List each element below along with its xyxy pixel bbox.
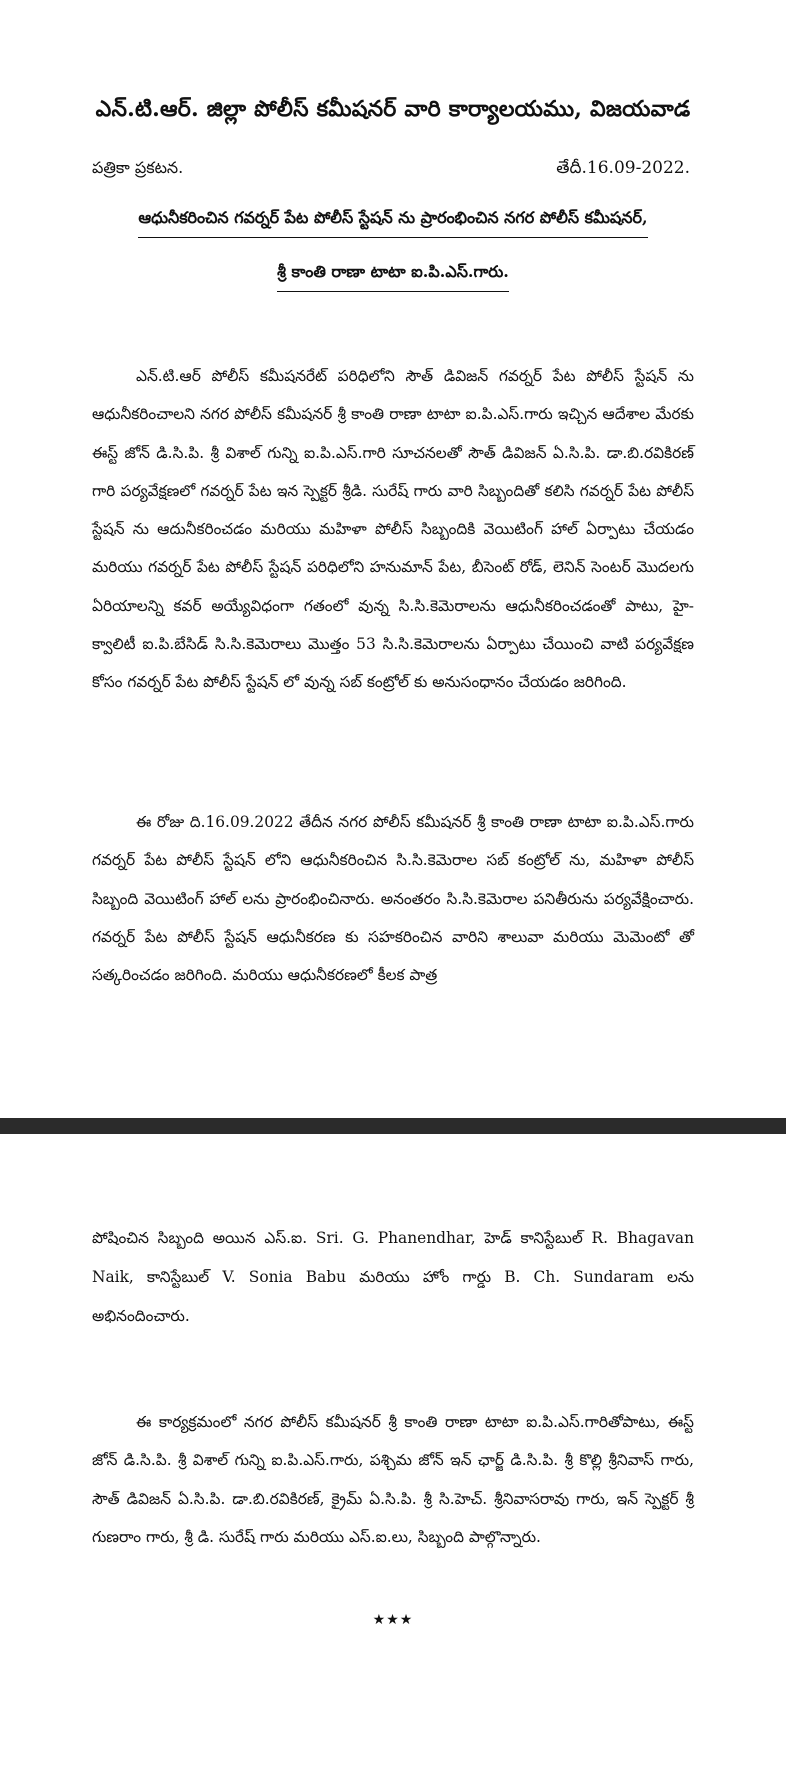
page-separator xyxy=(0,1118,786,1134)
subject-line-1 xyxy=(0,208,786,238)
office-title: ఎన్.టి.ఆర్. జిల్లా పోలీస్ కమీషనర్ వారి కార్యాలయము, విజయవాడ xyxy=(95,96,691,122)
subject-line-2-text: శ్రీ కాంతి రాణా టాటా ఐ.పి.ఎస్.గారు. xyxy=(277,262,509,292)
press-release-date: తేదీ.16.09-2022. xyxy=(556,158,690,178)
body-paragraph-4: ఈ కార్యక్రమంలో నగర పోలీస్ కమీషనర్ శ్రీ కాంతి రాణా టాటా ఐ.పి.ఎస్.గారితోపాటు, ఈస్ట్ జోన్ డి.సి.పి. శ్రీ విశాల్ గున్ని ఐ.పి.ఎస్.గారు, పశ్చిమ జోన్ ఇన్ ఛార్జ్ డి.సి.పి. శ్రీ కొల్లి శ్రీనివాస్ గారు, సౌత్ డివిజన్ ఏ.సి.పి. డా.బి.రవికిరణ్, క్రైమ్ ఏ.సి.పి. శ్రీ సి.హెచ్. శ్రీనివాసరావు గారు, ఇన్ స్పెక్టర్ శ్రీ గుణరాం గారు, శ్రీ డి. సురేష్ గారు మరియు ఎస్.ఐ.లు, సిబ్బంది పాల్గొన్నారు. xyxy=(92,1413,694,1546)
subject-line-2 xyxy=(0,262,786,292)
body-paragraph-3: పోషించిన సిబ్బంది అయిన ఎస్.ఐ. Sri. G. Phanendhar, హెడ్ కానిస్టేబుల్ R. Bhagavan Naik, కానిస్టేబుల్ V. Sonia Babu మరియు హోం గార్డు B. Ch. Sundaram లను అభినందించారు. xyxy=(92,1229,694,1325)
subject-line-1-text: ఆధునీకరించిన గవర్నర్ పేట పోలీస్ స్టేషన్ ను ప్రారంభించిన నగర పోలీస్ కమీషనర్, xyxy=(138,208,647,238)
end-of-document-mark: ★★★ xyxy=(372,1612,414,1628)
body-paragraph-2: ఈ రోజు ది.16.09.2022 తేదీన నగర పోలీస్ కమీషనర్ శ్రీ కాంతి రాణా టాటా ఐ.పి.ఎస్.గారు గవర్నర్ పేట పోలీస్ స్టేషన్ లోని ఆధునీకరించిన సి.సి.కెమెరాల సబ్ కంట్రోల్ ను, మహిళా పోలీస్ సిబ్బంది వెయిటింగ్ హాల్ లను ప్రారంభించినారు. అనంతరం సి.సి.కెమెరాల పనితీరును పర్యవేక్షించారు. గవర్నర్ పేట పోలీస్ స్టేషన్ ఆధునీకరణ కు సహకరించిన వారిని శాలువా మరియు మెమెంటో తో సత్కరించడం జరిగింది. మరియు ఆధునీకరణలో కీలక పాత్ర xyxy=(92,813,694,985)
press-release-label: పత్రికా ప్రకటన. xyxy=(92,158,184,177)
body-paragraph-1: ఎన్.టి.ఆర్ పోలీస్ కమీషనరేట్ పరిధిలోని సౌత్ డివిజన్ గవర్నర్ పేట పోలీస్ స్టేషన్ ను ఆధునీకరించాలని నగర పోలీస్ కమీషనర్ శ్రీ కాంతి రాణా టాటా ఐ.పి.ఎస్.గారు ఇచ్చిన ఆదేశాల మేరకు ఈస్ట్ జోన్ డి.సి.పి. శ్రీ విశాల్ గున్ని ఐ.పి.ఎస్.గారి సూచనలతో సౌత్ డివిజన్ ఏ.సి.పి. డా.బి.రవికిరణ్ గారి పర్యవేక్షణలో గవర్నర్ పేట ఇన స్పెక్టర్ శ్రీడి. సురేష్ గారు వారి సిబ్బందితో కలిసి గవర్నర్ పేట పోలీస్ స్టేషన్ ను ఆదునీకరించడం మరియు మహిళా పోలీస్ సిబ్బందికి వెయిటింగ్ హాల్ ఏర్పాటు చేయడం మరియు గవర్నర్ పేట పోలీస్ స్టేషన్ పరిధిలోని హనుమాన్ పేట, బీసెంట్ రోడ్, లెనిన్ సెంటర్ మొదలగు ఏరియాలన్ని కవర్ అయ్యేవిధంగా గతంలో వున్న సి.సి.కెమెరాలను ఆధునీకరించడంతో పాటు, హై-క్వాలిటీ ఐ.పి.బేసిడ్ సి.సి.కెమెరాలు మొత్తం 53 సి.సి.కెమెరాలను ఏర్పాటు చేయించి వాటి పర్యవేక్షణ కోసం గవర్నర్ పేట పోలీస్ స్టేషన్ లో వున్న సబ్ కంట్రోల్ కు అనుసంధానం చేయడం జరిగింది. xyxy=(92,367,694,692)
